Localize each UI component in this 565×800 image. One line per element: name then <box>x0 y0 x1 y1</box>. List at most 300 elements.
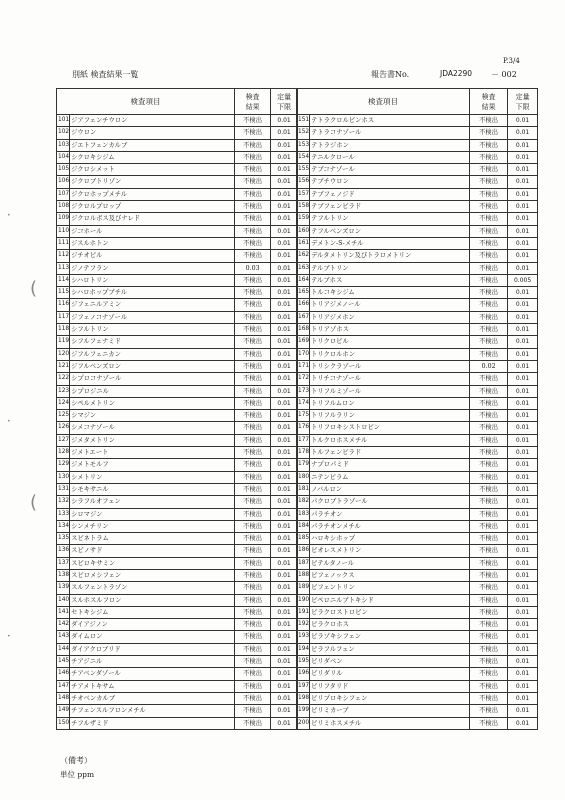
row-number: 163 <box>297 262 310 274</box>
quant-limit: 0.01 <box>271 127 298 139</box>
result-value: 不検出 <box>470 324 508 336</box>
row-number: 137 <box>57 557 70 569</box>
quant-limit: 0.01 <box>508 643 538 655</box>
row-number: 174 <box>297 397 310 409</box>
table-row <box>57 213 298 225</box>
quant-limit: 0.01 <box>271 213 298 225</box>
table-row <box>57 176 298 188</box>
quant-limit: 0.01 <box>508 459 538 471</box>
quant-limit: 0.01 <box>271 508 298 520</box>
table-row <box>297 237 538 249</box>
item-name: シメコナゾール <box>70 422 235 434</box>
quant-limit: 0.01 <box>271 447 298 459</box>
item-name: チオベンカルブ <box>70 692 235 704</box>
table-row <box>297 213 538 225</box>
result-value: 不検出 <box>235 250 271 262</box>
table-row <box>297 459 538 471</box>
quant-limit: 0.01 <box>508 127 538 139</box>
item-name: テフルトリン <box>310 213 470 225</box>
table-row <box>57 668 298 680</box>
document-title: 別紙 検査結果一覧 <box>72 70 139 79</box>
table-row <box>57 508 298 520</box>
table-row <box>297 631 538 643</box>
result-value: 不検出 <box>470 115 508 127</box>
result-value: 不検出 <box>470 311 508 323</box>
item-name: ジフェニルアミン <box>70 299 235 311</box>
item-name: スルホスルフロン <box>70 594 235 606</box>
quant-limit: 0.01 <box>508 115 538 127</box>
result-value: 不検出 <box>235 422 271 434</box>
table-row <box>297 692 538 704</box>
quant-limit: 0.01 <box>508 705 538 717</box>
result-value: 不検出 <box>470 139 508 151</box>
item-name: テトラジホン <box>310 139 470 151</box>
result-value: 不検出 <box>235 619 271 631</box>
result-value: 不検出 <box>235 533 271 545</box>
item-name: テブチウロン <box>310 176 470 188</box>
result-value: 不検出 <box>235 692 271 704</box>
item-name: テルブトリン <box>310 262 470 274</box>
table-row <box>57 606 298 618</box>
quant-limit: 0.01 <box>508 250 538 262</box>
item-name: ダイムロン <box>70 631 235 643</box>
item-name: トリシクラゾール <box>310 360 470 372</box>
result-value: 不検出 <box>235 508 271 520</box>
quant-limit: 0.01 <box>271 324 298 336</box>
result-value: 不検出 <box>235 668 271 680</box>
margin-dot: • <box>7 212 11 219</box>
quant-limit: 0.01 <box>271 692 298 704</box>
quant-limit: 0.01 <box>508 287 538 299</box>
item-name: デルタメトリン及びトラロメトリン <box>310 250 470 262</box>
result-value: 不検出 <box>235 324 271 336</box>
item-name: ダイアクロブリド <box>70 643 235 655</box>
quant-limit: 0.01 <box>508 262 538 274</box>
row-number: 118 <box>57 324 70 336</box>
row-number: 133 <box>57 508 70 520</box>
result-value: 不検出 <box>470 262 508 274</box>
result-value: 不検出 <box>235 274 271 286</box>
row-number: 115 <box>57 287 70 299</box>
row-number: 176 <box>297 422 310 434</box>
header-result-text: 検査 結果 <box>481 92 496 111</box>
table-row <box>297 139 538 151</box>
table-row <box>57 471 298 483</box>
result-value: 不検出 <box>470 397 508 409</box>
row-number: 108 <box>57 201 70 213</box>
row-number: 104 <box>57 151 70 163</box>
item-name: シハロホップブチル <box>70 287 235 299</box>
table-row <box>297 348 538 360</box>
table-row <box>57 533 298 545</box>
row-number: 106 <box>57 176 70 188</box>
table-row <box>57 348 298 360</box>
item-name: ノバルロン <box>310 483 470 495</box>
report-number-label: 報告書No. <box>371 70 410 79</box>
item-name: ジフェノコナゾール <box>70 311 235 323</box>
quant-limit: 0.01 <box>508 606 538 618</box>
result-value: 不検出 <box>470 373 508 385</box>
quant-limit: 0.01 <box>508 324 538 336</box>
item-name: テトラコナゾール <box>310 127 470 139</box>
result-value: 不検出 <box>470 422 508 434</box>
quant-limit: 0.01 <box>508 410 538 422</box>
item-name: ジノテフラン <box>70 262 235 274</box>
quant-limit: 0.01 <box>271 237 298 249</box>
table-row <box>57 311 298 323</box>
row-number: 178 <box>297 447 310 459</box>
result-value: 不検出 <box>235 631 271 643</box>
item-name: スピネトラム <box>70 533 235 545</box>
row-number: 192 <box>297 619 310 631</box>
item-name: シフルフェナミド <box>70 336 235 348</box>
quant-limit: 0.01 <box>508 545 538 557</box>
table-row <box>297 717 538 729</box>
table-row <box>57 164 298 176</box>
item-name: ナプロパミド <box>310 459 470 471</box>
result-value: 不検出 <box>235 483 271 495</box>
result-value: 不検出 <box>470 151 508 163</box>
quant-limit: 0.01 <box>271 311 298 323</box>
item-name: トルフェンピラド <box>310 447 470 459</box>
row-number: 186 <box>297 545 310 557</box>
row-number: 153 <box>297 139 310 151</box>
row-number: 148 <box>57 692 70 704</box>
quant-limit: 0.01 <box>508 139 538 151</box>
row-number: 158 <box>297 201 310 213</box>
quant-limit: 0.01 <box>508 336 538 348</box>
row-number: 154 <box>297 151 310 163</box>
table-row <box>57 557 298 569</box>
result-value: 不検出 <box>235 705 271 717</box>
result-value: 不検出 <box>470 471 508 483</box>
quant-limit: 0.01 <box>271 262 298 274</box>
quant-limit: 0.01 <box>271 471 298 483</box>
quant-limit: 0.01 <box>508 176 538 188</box>
item-name: ビフェノックス <box>310 569 470 581</box>
result-value: 不検出 <box>235 410 271 422</box>
report-serial: － 002 <box>491 70 517 79</box>
result-value: 不検出 <box>470 680 508 692</box>
item-name: ビテルタノール <box>310 557 470 569</box>
quant-limit: 0.01 <box>271 520 298 532</box>
quant-limit: 0.01 <box>508 582 538 594</box>
row-number: 130 <box>57 471 70 483</box>
result-value: 不検出 <box>235 520 271 532</box>
table-row <box>57 237 298 249</box>
table-row <box>57 188 298 200</box>
item-name: トリアジメホン <box>310 311 470 323</box>
item-name: ダイアジノン <box>70 619 235 631</box>
item-name: ピリミホスメチル <box>310 717 470 729</box>
result-value: 不検出 <box>235 188 271 200</box>
table-row <box>297 287 538 299</box>
item-name: ジクロシメット <box>70 164 235 176</box>
row-number: 105 <box>57 164 70 176</box>
quant-limit: 0.01 <box>508 520 538 532</box>
result-value: 不検出 <box>470 582 508 594</box>
result-value: 不検出 <box>235 299 271 311</box>
row-number: 194 <box>297 643 310 655</box>
quant-limit: 0.01 <box>271 274 298 286</box>
result-value: 不検出 <box>470 508 508 520</box>
item-name: シハロトリン <box>70 274 235 286</box>
table-row <box>297 520 538 532</box>
item-name: ジメトエート <box>70 447 235 459</box>
result-value: 不検出 <box>470 299 508 311</box>
item-name: シラフルオフェン <box>70 496 235 508</box>
row-number: 111 <box>57 237 70 249</box>
binding-hole-mark: ( <box>30 278 38 299</box>
table-row <box>57 127 298 139</box>
table-body-right <box>297 115 538 730</box>
quant-limit: 0.01 <box>508 225 538 237</box>
result-value: 不検出 <box>470 348 508 360</box>
item-name: スピロメシフェン <box>70 569 235 581</box>
row-number: 170 <box>297 348 310 360</box>
table-row <box>57 717 298 729</box>
row-number: 181 <box>297 483 310 495</box>
result-value: 不検出 <box>235 557 271 569</box>
header-item: 検査項目 <box>297 89 470 115</box>
table-row <box>297 545 538 557</box>
item-name: スピノサド <box>70 545 235 557</box>
result-value: 不検出 <box>470 520 508 532</box>
row-number: 199 <box>297 705 310 717</box>
quant-limit: 0.01 <box>508 569 538 581</box>
table-row <box>57 619 298 631</box>
quant-limit: 0.01 <box>271 656 298 668</box>
item-name: ジコホール <box>70 225 235 237</box>
item-name: シメトリン <box>70 471 235 483</box>
table-row <box>57 287 298 299</box>
table-row <box>57 360 298 372</box>
table-row <box>297 250 538 262</box>
item-name: トルコキシジム <box>310 287 470 299</box>
result-value: 不検出 <box>470 459 508 471</box>
item-name: ビフェントリン <box>310 582 470 594</box>
table-row <box>297 557 538 569</box>
item-name: チアベンダゾール <box>70 668 235 680</box>
quant-limit: 0.01 <box>508 631 538 643</box>
item-name: ジフルフェニカン <box>70 348 235 360</box>
result-value: 不検出 <box>470 336 508 348</box>
table-row <box>297 127 538 139</box>
item-name: ピラクロホス <box>310 619 470 631</box>
item-name: ピリダリル <box>310 668 470 680</box>
row-number: 127 <box>57 434 70 446</box>
result-value: 不検出 <box>235 385 271 397</box>
row-number: 147 <box>57 680 70 692</box>
item-name: ハロキシホップ <box>310 533 470 545</box>
item-name: テルブホス <box>310 274 470 286</box>
table-row <box>297 115 538 127</box>
result-value: 不検出 <box>470 668 508 680</box>
table-row <box>297 274 538 286</box>
result-value: 不検出 <box>235 373 271 385</box>
table-row <box>297 471 538 483</box>
row-number: 112 <box>57 250 70 262</box>
row-number: 196 <box>297 668 310 680</box>
row-number: 140 <box>57 594 70 606</box>
quant-limit: 0.01 <box>508 483 538 495</box>
header-limit <box>271 89 298 115</box>
row-number: 189 <box>297 582 310 594</box>
quant-limit: 0.01 <box>271 459 298 471</box>
quant-limit: 0.01 <box>508 471 538 483</box>
row-number: 162 <box>297 250 310 262</box>
row-number: 184 <box>297 520 310 532</box>
result-value: 不検出 <box>235 139 271 151</box>
item-name: ピリミカーブ <box>310 705 470 717</box>
result-value: 不検出 <box>470 705 508 717</box>
result-value: 不検出 <box>470 164 508 176</box>
quant-limit: 0.01 <box>271 668 298 680</box>
result-value: 不検出 <box>235 311 271 323</box>
row-number: 164 <box>297 274 310 286</box>
row-number: 161 <box>297 237 310 249</box>
table-row <box>297 385 538 397</box>
table-row <box>297 496 538 508</box>
quant-limit: 0.01 <box>271 360 298 372</box>
item-name: トリクロピル <box>310 336 470 348</box>
quant-limit: 0.01 <box>508 692 538 704</box>
row-number: 122 <box>57 373 70 385</box>
row-number: 171 <box>297 360 310 372</box>
row-number: 188 <box>297 569 310 581</box>
row-number: 195 <box>297 656 310 668</box>
quant-limit: 0.01 <box>271 705 298 717</box>
row-number: 167 <box>297 311 310 323</box>
table-row <box>297 594 538 606</box>
table-row <box>297 533 538 545</box>
row-number: 191 <box>297 606 310 618</box>
row-number: 125 <box>57 410 70 422</box>
quant-limit: 0.01 <box>271 594 298 606</box>
row-number: 138 <box>57 569 70 581</box>
row-number: 124 <box>57 397 70 409</box>
item-name: トリフロキシストロビン <box>310 422 470 434</box>
table-row <box>57 569 298 581</box>
quant-limit: 0.01 <box>508 680 538 692</box>
row-number: 113 <box>57 262 70 274</box>
quant-limit: 0.01 <box>271 606 298 618</box>
item-name: シクロキシジム <box>70 151 235 163</box>
result-value: 不検出 <box>470 717 508 729</box>
quant-limit: 0.01 <box>271 569 298 581</box>
quant-limit: 0.01 <box>508 360 538 372</box>
item-name: セトキシジム <box>70 606 235 618</box>
result-value: 不検出 <box>470 545 508 557</box>
item-name: トリクロルホン <box>310 348 470 360</box>
row-number: 190 <box>297 594 310 606</box>
item-name: チフルザミド <box>70 717 235 729</box>
table-row <box>297 422 538 434</box>
row-number: 169 <box>297 336 310 348</box>
row-number: 114 <box>57 274 70 286</box>
row-number: 123 <box>57 385 70 397</box>
item-name: チアメトキサム <box>70 680 235 692</box>
table-row <box>57 631 298 643</box>
item-name: ジクロホップメチル <box>70 188 235 200</box>
row-number: 149 <box>57 705 70 717</box>
row-number: 183 <box>297 508 310 520</box>
result-value: 不検出 <box>235 680 271 692</box>
table-row <box>57 496 298 508</box>
row-number: 166 <box>297 299 310 311</box>
row-number: 102 <box>57 127 70 139</box>
header-result <box>470 89 508 115</box>
quant-limit: 0.01 <box>271 619 298 631</box>
item-name: ジメタメトリン <box>70 434 235 446</box>
result-value: 不検出 <box>470 496 508 508</box>
result-value: 不検出 <box>470 643 508 655</box>
row-number: 151 <box>297 115 310 127</box>
row-number: 135 <box>57 533 70 545</box>
quant-limit: 0.01 <box>508 447 538 459</box>
table-row <box>57 274 298 286</box>
result-value: 不検出 <box>470 213 508 225</box>
table-row <box>57 680 298 692</box>
table-row <box>57 705 298 717</box>
table-row <box>57 139 298 151</box>
table-row <box>297 508 538 520</box>
row-number: 132 <box>57 496 70 508</box>
unit-note: 単位 ppm <box>60 770 95 779</box>
result-value: 不検出 <box>235 471 271 483</box>
table-row <box>297 324 538 336</box>
quant-limit: 0.01 <box>271 434 298 446</box>
item-name: パラチオン <box>310 508 470 520</box>
row-number: 168 <box>297 324 310 336</box>
result-value: 不検出 <box>470 225 508 237</box>
row-number: 156 <box>297 176 310 188</box>
row-number: 145 <box>57 656 70 668</box>
result-value: 不検出 <box>470 274 508 286</box>
item-name: シマジン <box>70 410 235 422</box>
quant-limit: 0.01 <box>508 557 538 569</box>
quant-limit: 0.01 <box>271 533 298 545</box>
result-value: 不検出 <box>235 287 271 299</box>
row-number: 197 <box>297 680 310 692</box>
row-number: 177 <box>297 434 310 446</box>
quant-limit: 0.01 <box>508 656 538 668</box>
row-number: 128 <box>57 447 70 459</box>
table-row <box>57 643 298 655</box>
row-number: 144 <box>57 643 70 655</box>
table-row <box>57 656 298 668</box>
row-number: 180 <box>297 471 310 483</box>
result-value: 不検出 <box>235 176 271 188</box>
item-name: シフルトリン <box>70 324 235 336</box>
item-name: トリフルミゾール <box>310 385 470 397</box>
item-name: ピリプロキシフェン <box>310 692 470 704</box>
result-value: 不検出 <box>470 237 508 249</box>
quant-limit: 0.01 <box>508 299 538 311</box>
table-row <box>297 410 538 422</box>
row-number: 200 <box>297 717 310 729</box>
item-name: ジクロルプロップ <box>70 201 235 213</box>
item-name: ジクロブトリゾン <box>70 176 235 188</box>
row-number: 109 <box>57 213 70 225</box>
quant-limit: 0.01 <box>508 397 538 409</box>
table-row <box>57 545 298 557</box>
result-value: 不検出 <box>235 434 271 446</box>
row-number: 142 <box>57 619 70 631</box>
table-row <box>297 176 538 188</box>
table-row <box>57 385 298 397</box>
table-row <box>57 225 298 237</box>
